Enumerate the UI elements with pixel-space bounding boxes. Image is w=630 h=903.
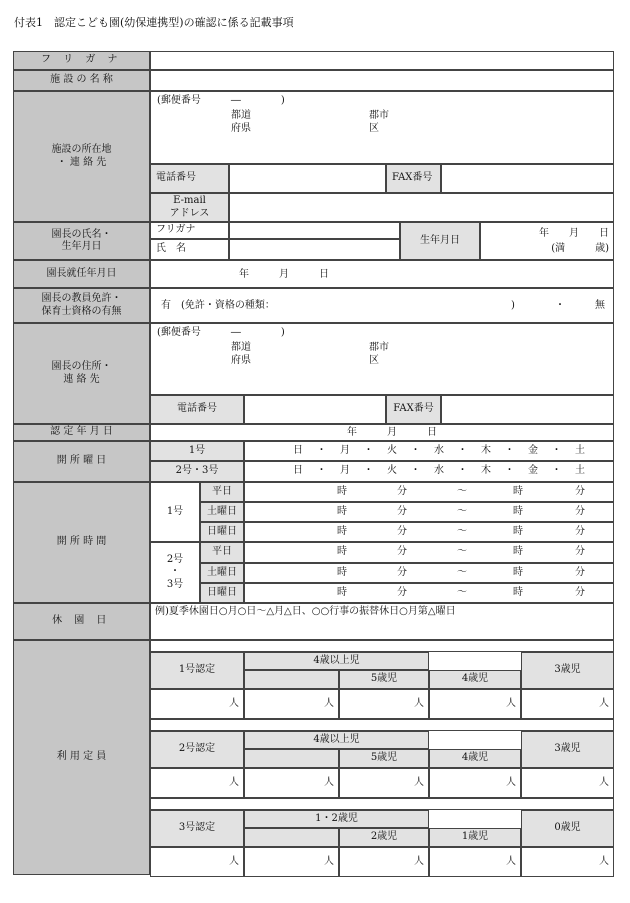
- capacity-last-label: 0歳児: [521, 810, 614, 847]
- hours-time-text: 時: [337, 506, 347, 517]
- capacity-sub-label: 4歳児: [429, 749, 521, 768]
- capacity-spacer-cell: [244, 670, 339, 689]
- capacity-count-field[interactable]: 人: [521, 847, 614, 877]
- hours-row[interactable]: [244, 522, 614, 542]
- hours-time-text: 分: [575, 546, 585, 557]
- hours-time-text: 分: [397, 546, 407, 557]
- capacity-count-field[interactable]: 人: [244, 768, 339, 798]
- hours-time-text: 分: [575, 486, 585, 497]
- weekday-separator: ・: [316, 465, 327, 477]
- weekday-option[interactable]: 金: [528, 465, 538, 477]
- birth-ymd-text: 年 月 日: [539, 228, 609, 239]
- weekday-separator: ・: [363, 444, 374, 456]
- hours-time-text: 時: [513, 546, 523, 557]
- hours-group-2: 2号 ・ 3号: [150, 542, 200, 603]
- hours-time-text: 分: [397, 486, 407, 497]
- director-furigana-field[interactable]: [229, 222, 400, 239]
- capacity-sub-label: 2歳児: [339, 828, 429, 847]
- license-yes-text: 有 (免許・資格の種類：: [161, 300, 275, 311]
- hours-time-text: 時: [337, 526, 347, 537]
- label-open-days: 開 所 曜 日: [13, 441, 150, 482]
- capacity-count-field[interactable]: 人: [244, 847, 339, 877]
- director-phone-field[interactable]: [244, 395, 386, 424]
- director-address-field[interactable]: [150, 323, 614, 395]
- director-prefecture-label: 都道: [231, 342, 251, 353]
- label-facility-name: 施 設 の 名 称: [13, 70, 150, 91]
- prefecture-label-2: 府県: [231, 123, 251, 134]
- capacity-sub-label: 4歳児: [429, 670, 521, 689]
- label-director-start: 園長就任年月日: [13, 260, 150, 288]
- license-dot-text: ・: [555, 300, 565, 311]
- capacity-last-label: 3歳児: [521, 731, 614, 768]
- days-row-1[interactable]: [244, 441, 614, 461]
- holidays-field[interactable]: 例)夏季休園日○月○日～△月△日、○○行事の振替休日○月第△曜日: [150, 603, 614, 640]
- weekday-separator: ・: [551, 444, 562, 456]
- capacity-count-field[interactable]: 人: [521, 768, 614, 798]
- hours-row[interactable]: [244, 583, 614, 603]
- capacity-count-field[interactable]: 人: [339, 847, 429, 877]
- hours-time-text: 時: [337, 567, 347, 578]
- director-prefecture-label-2: 府県: [231, 355, 251, 366]
- hours-day-type: 平日: [200, 482, 244, 502]
- capacity-spacer-cell: [244, 828, 339, 847]
- weekday-option[interactable]: 月: [340, 444, 350, 456]
- capacity-spacer: [150, 719, 614, 731]
- days-row-label-2: 2号・3号: [150, 461, 244, 482]
- label-director-phone: 電話番号: [150, 395, 244, 424]
- hours-time-text: 時: [513, 587, 523, 598]
- hours-time-text: 時: [337, 486, 347, 497]
- weekday-separator: ・: [457, 465, 468, 477]
- capacity-count-field[interactable]: 人: [429, 768, 521, 798]
- weekday-option[interactable]: 月: [340, 465, 350, 477]
- days-row-2[interactable]: [244, 461, 614, 482]
- weekday-option[interactable]: 木: [481, 465, 491, 477]
- facility-furigana-field[interactable]: [150, 51, 614, 70]
- hours-time-text: ～: [457, 587, 467, 598]
- weekday-separator: ・: [551, 465, 562, 477]
- form-table: [14, 52, 614, 876]
- hours-day-type: 土曜日: [200, 563, 244, 583]
- capacity-sub-label: 1歳児: [429, 828, 521, 847]
- capacity-count-field[interactable]: 人: [429, 689, 521, 719]
- label-director-furigana: フリガナ: [150, 222, 229, 239]
- label-furigana: フ リ ガ ナ: [13, 51, 150, 70]
- capacity-group-label: 2号認定: [150, 731, 244, 768]
- director-ward-label: 区: [369, 355, 379, 366]
- director-fax-field[interactable]: [441, 395, 614, 424]
- hours-time-text: ～: [457, 486, 467, 497]
- city-label: 郡市: [369, 110, 389, 121]
- prefecture-label: 都道: [231, 110, 251, 121]
- license-close-text: ): [511, 300, 515, 311]
- label-fax: FAX番号: [386, 164, 441, 193]
- weekday-option[interactable]: 木: [481, 444, 491, 456]
- hours-time-text: 時: [337, 587, 347, 598]
- label-capacity: 利 用 定 員: [13, 640, 150, 875]
- capacity-spacer-cell: [244, 749, 339, 768]
- director-start-ymd: 年 月 日: [239, 269, 329, 280]
- capacity-sub-label: 5歳児: [339, 670, 429, 689]
- hours-day-type: 土曜日: [200, 502, 244, 522]
- director-name-field[interactable]: [229, 239, 400, 260]
- capacity-count-field[interactable]: 人: [429, 847, 521, 877]
- hours-time-text: ～: [457, 546, 467, 557]
- birth-age-text: (満 歳): [551, 243, 609, 254]
- capacity-last-label: 3歳児: [521, 652, 614, 689]
- hours-time-text: ～: [457, 506, 467, 517]
- facility-address-field[interactable]: [150, 91, 614, 164]
- director-license-field[interactable]: [150, 288, 614, 323]
- hours-time-text: 分: [397, 587, 407, 598]
- hours-time-text: 分: [575, 526, 585, 537]
- capacity-count-field[interactable]: 人: [150, 847, 244, 877]
- weekday-option[interactable]: 火: [387, 444, 397, 456]
- label-birth-date: 生年月日: [400, 222, 480, 260]
- capacity-count-field[interactable]: 人: [521, 689, 614, 719]
- hours-time-text: 時: [513, 506, 523, 517]
- facility-name-field[interactable]: [150, 70, 614, 91]
- form-title: 付表1 認定こども園(幼保連携型)の確認に係る記載事項: [14, 16, 294, 29]
- capacity-count-field[interactable]: 人: [150, 689, 244, 719]
- hours-row[interactable]: [244, 482, 614, 502]
- hours-time-text: 分: [575, 587, 585, 598]
- hours-time-text: 分: [575, 506, 585, 517]
- days-row-label-1: 1号: [150, 441, 244, 461]
- label-cert-date: 認 定 年 月 日: [13, 424, 150, 441]
- capacity-count-field[interactable]: 人: [150, 768, 244, 798]
- label-director-kanji-name: 氏 名: [150, 239, 229, 260]
- hours-time-text: ～: [457, 567, 467, 578]
- weekday-separator: ・: [504, 465, 515, 477]
- capacity-spacer: [150, 640, 614, 652]
- capacity-group-label: 1号認定: [150, 652, 244, 689]
- hours-row[interactable]: [244, 502, 614, 522]
- weekday-option[interactable]: 土: [575, 465, 585, 477]
- capacity-upper-label: 1・2歳児: [244, 810, 429, 828]
- license-no-text: 無: [595, 300, 605, 311]
- weekday-separator: ・: [316, 444, 327, 456]
- hours-time-text: 分: [397, 506, 407, 517]
- weekday-separator: ・: [410, 465, 421, 477]
- capacity-count-field[interactable]: 人: [339, 768, 429, 798]
- facility-email-field[interactable]: [229, 193, 614, 222]
- postal-code-label: (郵便番号 ― ): [157, 95, 285, 106]
- director-postal-label: (郵便番号 ― ): [157, 327, 285, 338]
- weekday-option[interactable]: 火: [387, 465, 397, 477]
- weekday-option[interactable]: 水: [434, 444, 444, 456]
- label-facility-address: 施設の所在地 ・ 連 絡 先: [13, 91, 150, 222]
- capacity-count-field[interactable]: 人: [339, 689, 429, 719]
- director-birth-field[interactable]: [480, 222, 614, 260]
- facility-phone-field[interactable]: [229, 164, 386, 193]
- weekday-separator: ・: [410, 444, 421, 456]
- hours-time-text: 分: [397, 567, 407, 578]
- weekday-separator: ・: [504, 444, 515, 456]
- label-director-address: 園長の住所・ 連 絡 先: [13, 323, 150, 424]
- director-start-field[interactable]: [150, 260, 614, 288]
- hours-time-text: ～: [457, 526, 467, 537]
- hours-day-type: 平日: [200, 542, 244, 563]
- hours-row[interactable]: [244, 542, 614, 563]
- weekday-option[interactable]: 水: [434, 465, 444, 477]
- director-city-label: 郡市: [369, 342, 389, 353]
- weekday-option[interactable]: 金: [528, 444, 538, 456]
- hours-group-1: 1号: [150, 482, 200, 542]
- weekday-option[interactable]: 土: [575, 444, 585, 456]
- capacity-upper-label: 4歳以上児: [244, 731, 429, 749]
- hours-day-type: 日曜日: [200, 522, 244, 542]
- label-open-hours: 開 所 時 間: [13, 482, 150, 603]
- label-email: E-mail アドレス: [150, 193, 229, 222]
- hours-time-text: 時: [513, 567, 523, 578]
- hours-day-type: 日曜日: [200, 583, 244, 603]
- capacity-spacer: [150, 798, 614, 810]
- label-director-fax: FAX番号: [386, 395, 441, 424]
- label-director-name: 園長の氏名・ 生年月日: [13, 222, 150, 260]
- hours-time-text: 分: [397, 526, 407, 537]
- hours-time-text: 時: [513, 526, 523, 537]
- cert-date-field[interactable]: [150, 424, 614, 441]
- weekday-separator: ・: [457, 444, 468, 456]
- weekday-separator: ・: [363, 465, 374, 477]
- hours-row[interactable]: [244, 563, 614, 583]
- label-holidays: 休 園 日: [13, 603, 150, 640]
- ward-label: 区: [369, 123, 379, 134]
- hours-time-text: 時: [337, 546, 347, 557]
- label-phone: 電話番号: [150, 164, 229, 193]
- capacity-upper-label: 4歳以上児: [244, 652, 429, 670]
- capacity-sub-label: 5歳児: [339, 749, 429, 768]
- weekday-option[interactable]: 日: [293, 444, 303, 456]
- capacity-count-field[interactable]: 人: [244, 689, 339, 719]
- capacity-group-label: 3号認定: [150, 810, 244, 847]
- cert-ymd-text: 年 月 日: [347, 427, 437, 438]
- label-director-license: 園長の教員免許・ 保育士資格の有無: [13, 288, 150, 323]
- weekday-option[interactable]: 日: [293, 465, 303, 477]
- hours-time-text: 時: [513, 486, 523, 497]
- facility-fax-field[interactable]: [441, 164, 614, 193]
- hours-time-text: 分: [575, 567, 585, 578]
